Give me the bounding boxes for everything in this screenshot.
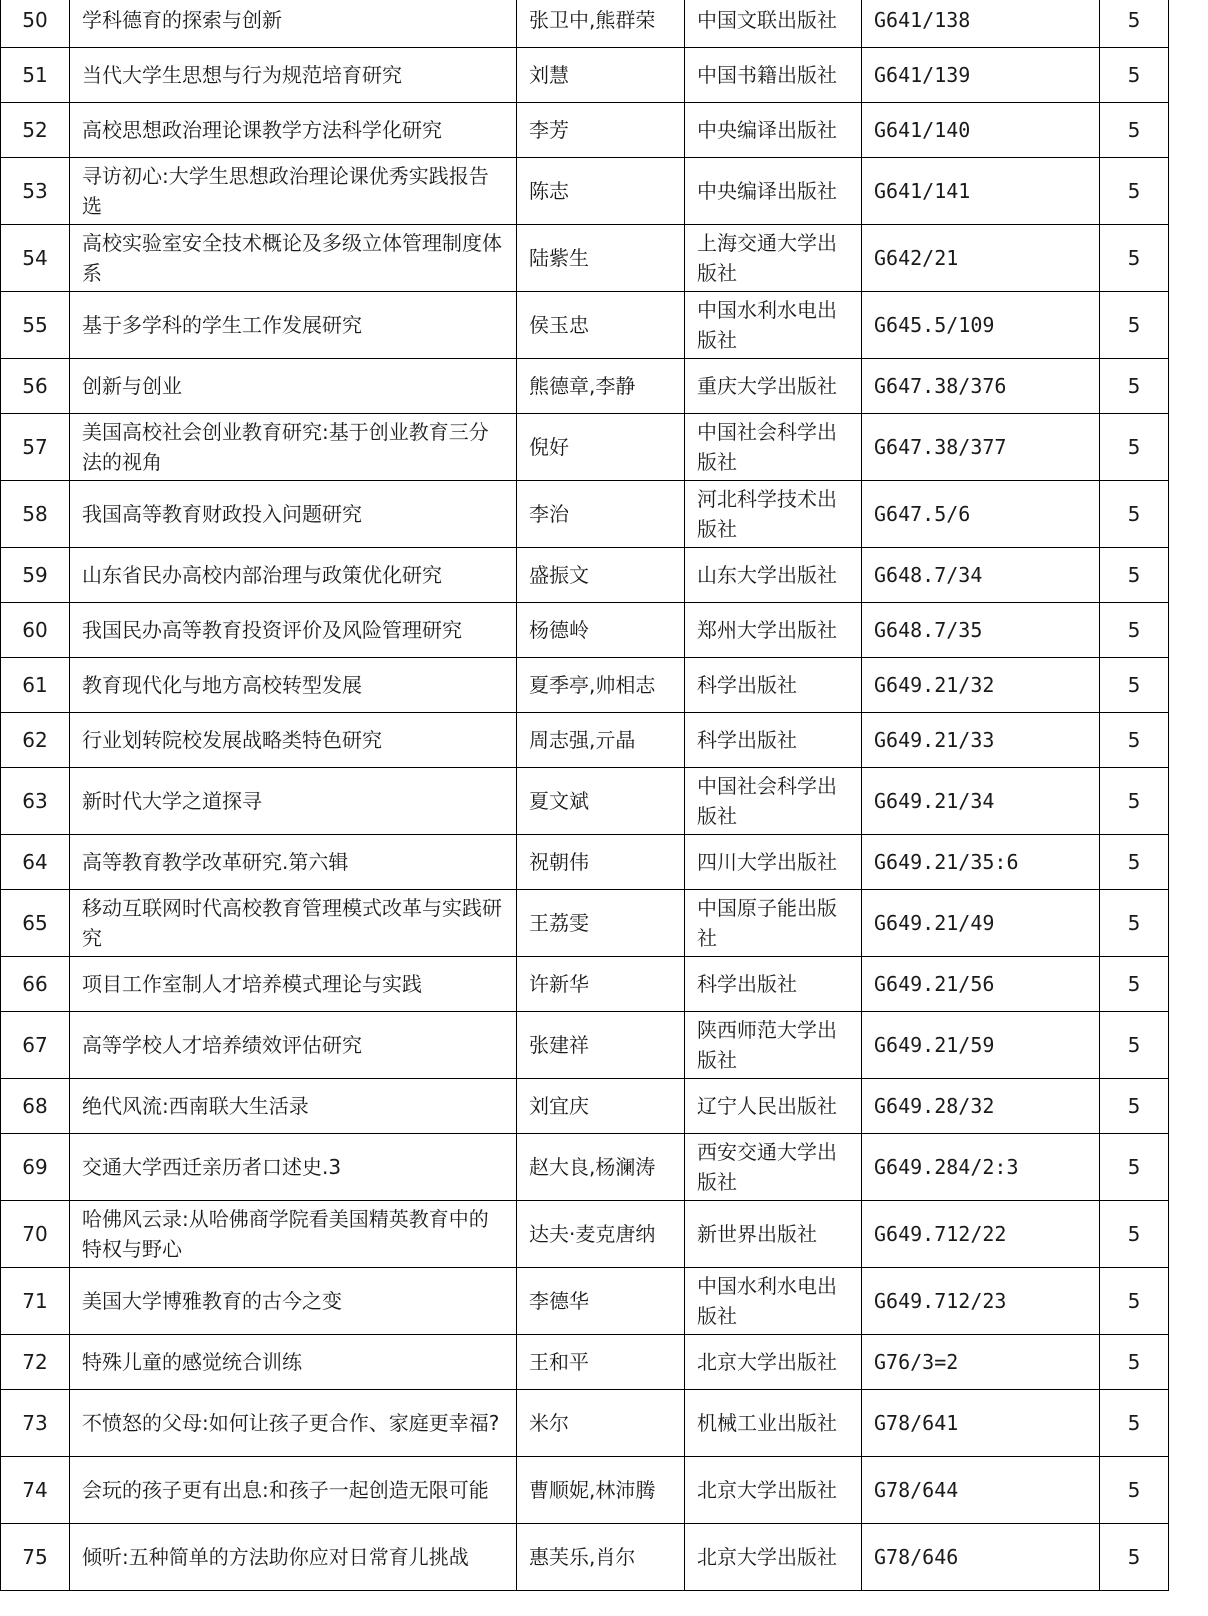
call-number: G649.21/49 xyxy=(862,890,1100,957)
book-title: 新时代大学之道探寻 xyxy=(70,768,517,835)
book-publisher: 中国书籍出版社 xyxy=(685,48,862,103)
row-number: 66 xyxy=(1,957,70,1012)
table-row xyxy=(1,1268,1169,1335)
copy-count: 5 xyxy=(1100,1134,1169,1201)
book-title: 美国高校社会创业教育研究:基于创业教育三分法的视角 xyxy=(70,414,517,481)
book-title: 特殊儿童的感觉统合训练 xyxy=(70,1335,517,1390)
table-row xyxy=(1,658,1169,713)
row-number: 58 xyxy=(1,481,70,548)
table-row xyxy=(1,713,1169,768)
row-number: 72 xyxy=(1,1335,70,1390)
book-publisher: 中国社会科学出版社 xyxy=(685,768,862,835)
copy-count: 5 xyxy=(1100,768,1169,835)
book-author: 夏季亭,帅相志 xyxy=(517,658,685,713)
table-row xyxy=(1,1012,1169,1079)
row-number: 74 xyxy=(1,1457,70,1524)
table-row xyxy=(1,0,1169,48)
book-author: 惠芙乐,肖尔 xyxy=(517,1524,685,1591)
copy-count: 5 xyxy=(1100,713,1169,768)
table-row xyxy=(1,103,1169,158)
book-title: 项目工作室制人才培养模式理论与实践 xyxy=(70,957,517,1012)
book-publisher: 中国原子能出版社 xyxy=(685,890,862,957)
book-author: 张卫中,熊群荣 xyxy=(517,0,685,48)
call-number: G76/3=2 xyxy=(862,1335,1100,1390)
book-publisher: 科学出版社 xyxy=(685,957,862,1012)
book-title: 交通大学西迁亲历者口述史.3 xyxy=(70,1134,517,1201)
copy-count: 5 xyxy=(1100,835,1169,890)
book-publisher: 上海交通大学出版社 xyxy=(685,225,862,292)
copy-count: 5 xyxy=(1100,1201,1169,1268)
copy-count: 5 xyxy=(1100,1457,1169,1524)
copy-count: 5 xyxy=(1100,414,1169,481)
copy-count: 5 xyxy=(1100,1079,1169,1134)
table-row xyxy=(1,481,1169,548)
copy-count: 5 xyxy=(1100,548,1169,603)
book-publisher: 机械工业出版社 xyxy=(685,1390,862,1457)
row-number: 61 xyxy=(1,658,70,713)
copy-count: 5 xyxy=(1100,1524,1169,1591)
copy-count: 5 xyxy=(1100,1268,1169,1335)
row-number: 68 xyxy=(1,1079,70,1134)
book-author: 张建祥 xyxy=(517,1012,685,1079)
book-publisher: 郑州大学出版社 xyxy=(685,603,862,658)
row-number: 63 xyxy=(1,768,70,835)
book-title: 高校思想政治理论课教学方法科学化研究 xyxy=(70,103,517,158)
call-number: G641/141 xyxy=(862,158,1100,225)
call-number: G78/644 xyxy=(862,1457,1100,1524)
book-author: 王荔雯 xyxy=(517,890,685,957)
book-author: 夏文斌 xyxy=(517,768,685,835)
call-number: G649.21/59 xyxy=(862,1012,1100,1079)
book-publisher: 中央编译出版社 xyxy=(685,103,862,158)
copy-count: 5 xyxy=(1100,225,1169,292)
book-author: 刘慧 xyxy=(517,48,685,103)
call-number: G649.21/35:6 xyxy=(862,835,1100,890)
row-number: 65 xyxy=(1,890,70,957)
book-author: 周志强,亓晶 xyxy=(517,713,685,768)
row-number: 51 xyxy=(1,48,70,103)
row-number: 57 xyxy=(1,414,70,481)
book-publisher: 辽宁人民出版社 xyxy=(685,1079,862,1134)
book-author: 李芳 xyxy=(517,103,685,158)
copy-count: 5 xyxy=(1100,603,1169,658)
call-number: G649.28/32 xyxy=(862,1079,1100,1134)
copy-count: 5 xyxy=(1100,359,1169,414)
table-row xyxy=(1,1390,1169,1457)
book-publisher: 重庆大学出版社 xyxy=(685,359,862,414)
call-number: G641/138 xyxy=(862,0,1100,48)
table-row xyxy=(1,48,1169,103)
call-number: G649.21/33 xyxy=(862,713,1100,768)
copy-count: 5 xyxy=(1100,292,1169,359)
copy-count: 5 xyxy=(1100,890,1169,957)
call-number: G78/641 xyxy=(862,1390,1100,1457)
call-number: G649.284/2:3 xyxy=(862,1134,1100,1201)
row-number: 70 xyxy=(1,1201,70,1268)
book-title: 高等学校人才培养绩效评估研究 xyxy=(70,1012,517,1079)
row-number: 67 xyxy=(1,1012,70,1079)
row-number: 75 xyxy=(1,1524,70,1591)
table-row xyxy=(1,1457,1169,1524)
book-author: 侯玉忠 xyxy=(517,292,685,359)
table-row xyxy=(1,1134,1169,1201)
book-publisher: 四川大学出版社 xyxy=(685,835,862,890)
book-author: 盛振文 xyxy=(517,548,685,603)
call-number: G642/21 xyxy=(862,225,1100,292)
call-number: G648.7/34 xyxy=(862,548,1100,603)
book-author: 祝朝伟 xyxy=(517,835,685,890)
book-title: 基于多学科的学生工作发展研究 xyxy=(70,292,517,359)
copy-count: 5 xyxy=(1100,1390,1169,1457)
book-publisher: 中国水利水电出版社 xyxy=(685,1268,862,1335)
book-title: 我国民办高等教育投资评价及风险管理研究 xyxy=(70,603,517,658)
row-number: 69 xyxy=(1,1134,70,1201)
row-number: 62 xyxy=(1,713,70,768)
book-title: 创新与创业 xyxy=(70,359,517,414)
call-number: G78/646 xyxy=(862,1524,1100,1591)
book-author: 米尔 xyxy=(517,1390,685,1457)
book-author: 杨德岭 xyxy=(517,603,685,658)
book-title: 会玩的孩子更有出息:和孩子一起创造无限可能 xyxy=(70,1457,517,1524)
book-title: 绝代风流:西南联大生活录 xyxy=(70,1079,517,1134)
table-row xyxy=(1,225,1169,292)
book-publisher: 陕西师范大学出版社 xyxy=(685,1012,862,1079)
book-publisher: 科学出版社 xyxy=(685,713,862,768)
book-author: 熊德章,李静 xyxy=(517,359,685,414)
row-number: 53 xyxy=(1,158,70,225)
book-publisher: 山东大学出版社 xyxy=(685,548,862,603)
row-number: 55 xyxy=(1,292,70,359)
copy-count: 5 xyxy=(1100,1012,1169,1079)
book-title: 不愤怒的父母:如何让孩子更合作、家庭更幸福? xyxy=(70,1390,517,1457)
book-author: 李德华 xyxy=(517,1268,685,1335)
call-number: G647.38/376 xyxy=(862,359,1100,414)
row-number: 56 xyxy=(1,359,70,414)
table-row xyxy=(1,1524,1169,1591)
copy-count: 5 xyxy=(1100,1335,1169,1390)
call-number: G641/140 xyxy=(862,103,1100,158)
book-title: 当代大学生思想与行为规范培育研究 xyxy=(70,48,517,103)
book-title: 移动互联网时代高校教育管理模式改革与实践研究 xyxy=(70,890,517,957)
book-title: 行业划转院校发展战略类特色研究 xyxy=(70,713,517,768)
table-row xyxy=(1,768,1169,835)
book-list-body xyxy=(1,0,1169,1591)
call-number: G649.712/22 xyxy=(862,1201,1100,1268)
table-row xyxy=(1,359,1169,414)
row-number: 50 xyxy=(1,0,70,48)
table-row xyxy=(1,1079,1169,1134)
book-author: 陈志 xyxy=(517,158,685,225)
call-number: G648.7/35 xyxy=(862,603,1100,658)
book-title: 哈佛风云录:从哈佛商学院看美国精英教育中的特权与野心 xyxy=(70,1201,517,1268)
table-row xyxy=(1,1335,1169,1390)
book-title: 寻访初心:大学生思想政治理论课优秀实践报告选 xyxy=(70,158,517,225)
book-publisher: 中央编译出版社 xyxy=(685,158,862,225)
table-row xyxy=(1,292,1169,359)
table-row xyxy=(1,957,1169,1012)
table-row xyxy=(1,158,1169,225)
book-author: 王和平 xyxy=(517,1335,685,1390)
row-number: 54 xyxy=(1,225,70,292)
book-publisher: 西安交通大学出版社 xyxy=(685,1134,862,1201)
copy-count: 5 xyxy=(1100,658,1169,713)
book-publisher: 北京大学出版社 xyxy=(685,1335,862,1390)
row-number: 73 xyxy=(1,1390,70,1457)
book-author: 曹顺妮,林沛腾 xyxy=(517,1457,685,1524)
copy-count: 5 xyxy=(1100,957,1169,1012)
call-number: G649.21/34 xyxy=(862,768,1100,835)
book-publisher: 河北科学技术出版社 xyxy=(685,481,862,548)
book-author: 李治 xyxy=(517,481,685,548)
call-number: G649.21/56 xyxy=(862,957,1100,1012)
table-row xyxy=(1,890,1169,957)
row-number: 71 xyxy=(1,1268,70,1335)
call-number: G649.712/23 xyxy=(862,1268,1100,1335)
book-publisher: 科学出版社 xyxy=(685,658,862,713)
book-title: 美国大学博雅教育的古今之变 xyxy=(70,1268,517,1335)
row-number: 52 xyxy=(1,103,70,158)
table-row xyxy=(1,603,1169,658)
row-number: 64 xyxy=(1,835,70,890)
table-row xyxy=(1,835,1169,890)
book-title: 教育现代化与地方高校转型发展 xyxy=(70,658,517,713)
book-author: 倪好 xyxy=(517,414,685,481)
copy-count: 5 xyxy=(1100,48,1169,103)
call-number: G649.21/32 xyxy=(862,658,1100,713)
book-publisher: 北京大学出版社 xyxy=(685,1524,862,1591)
call-number: G647.38/377 xyxy=(862,414,1100,481)
call-number: G645.5/109 xyxy=(862,292,1100,359)
copy-count: 5 xyxy=(1100,0,1169,48)
book-author: 赵大良,杨澜涛 xyxy=(517,1134,685,1201)
book-publisher: 新世界出版社 xyxy=(685,1201,862,1268)
book-publisher: 北京大学出版社 xyxy=(685,1457,862,1524)
book-title: 倾听:五种简单的方法助你应对日常育儿挑战 xyxy=(70,1524,517,1591)
book-title: 学科德育的探索与创新 xyxy=(70,0,517,48)
row-number: 59 xyxy=(1,548,70,603)
table-row xyxy=(1,548,1169,603)
book-author: 达夫·麦克唐纳 xyxy=(517,1201,685,1268)
book-publisher: 中国水利水电出版社 xyxy=(685,292,862,359)
book-title: 山东省民办高校内部治理与政策优化研究 xyxy=(70,548,517,603)
call-number: G641/139 xyxy=(862,48,1100,103)
call-number: G647.5/6 xyxy=(862,481,1100,548)
copy-count: 5 xyxy=(1100,481,1169,548)
book-publisher: 中国文联出版社 xyxy=(685,0,862,48)
table-row xyxy=(1,414,1169,481)
book-title: 我国高等教育财政投入问题研究 xyxy=(70,481,517,548)
copy-count: 5 xyxy=(1100,103,1169,158)
table-row xyxy=(1,1201,1169,1268)
row-number: 60 xyxy=(1,603,70,658)
book-author: 许新华 xyxy=(517,957,685,1012)
book-publisher: 中国社会科学出版社 xyxy=(685,414,862,481)
book-title: 高校实验室安全技术概论及多级立体管理制度体系 xyxy=(70,225,517,292)
book-author: 陆紫生 xyxy=(517,225,685,292)
copy-count: 5 xyxy=(1100,158,1169,225)
book-author: 刘宜庆 xyxy=(517,1079,685,1134)
book-title: 高等教育教学改革研究.第六辑 xyxy=(70,835,517,890)
